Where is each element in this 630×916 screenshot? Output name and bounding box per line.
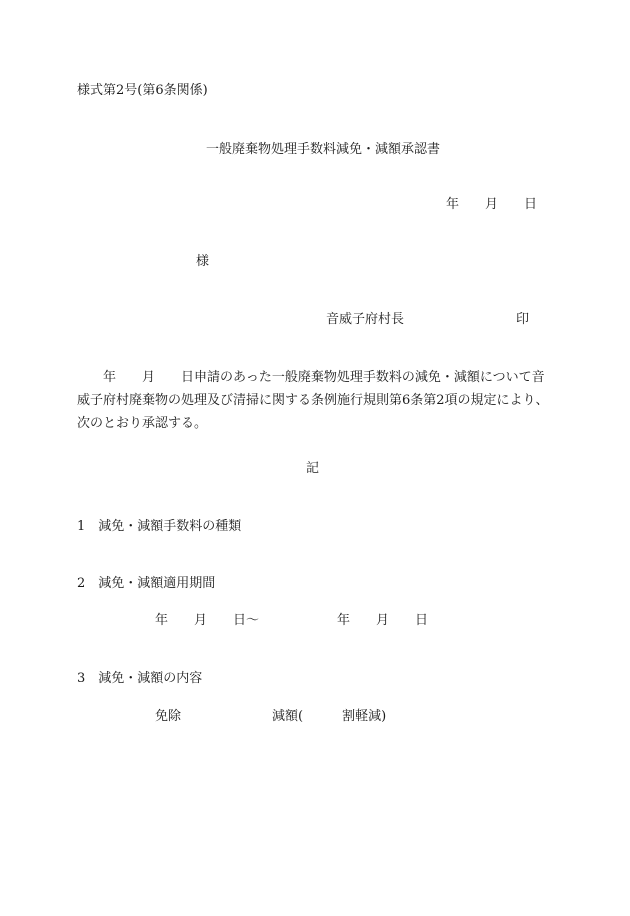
seal-mark: 印 xyxy=(516,312,530,327)
body-paragraph: 年 月 日申請のあった一般廃棄物処理手数料の減免・減額について音威子府村廃棄物の処理及び清掃に関する条例施行規則第6条第2項の規定により、次のとおり承認する。 xyxy=(77,370,549,431)
content-options-line: 免除 減額( 割軽減) xyxy=(155,709,387,724)
item-3-content: 3 減免・減額の内容 xyxy=(77,671,203,686)
recipient-suffix: 様 xyxy=(196,254,210,269)
document-title: 一般廃棄物処理手数料減免・減額承認書 xyxy=(206,142,441,157)
period-line: 年 月 日〜 年 月 日 xyxy=(155,613,429,628)
ki-heading: 記 xyxy=(306,461,320,476)
date-line: 年 月 日 xyxy=(446,197,538,212)
item-1-fee-type: 1 減免・減額手数料の種類 xyxy=(77,519,242,534)
issuer-name: 音威子府村長 xyxy=(326,312,405,327)
item-2-period: 2 減免・減額適用期間 xyxy=(77,576,216,591)
form-number: 様式第2号(第6条関係) xyxy=(77,83,208,98)
